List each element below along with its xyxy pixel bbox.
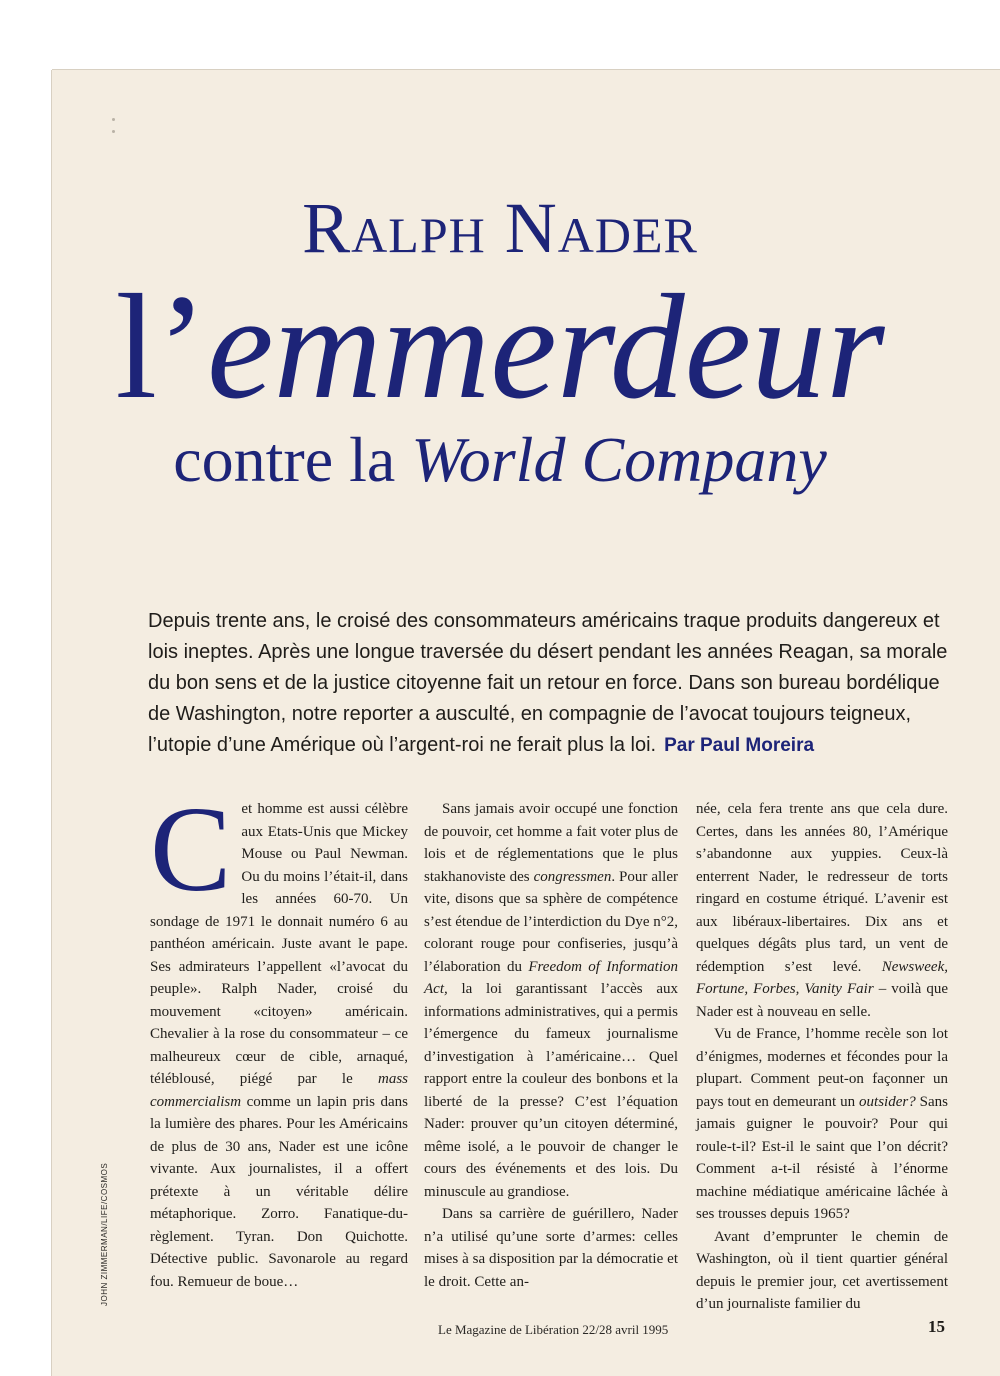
col1-text-a: et homme est aussi célèbre aux Etats-Unis que Mickey Mouse ou Paul Newman. Ou du moins l’était-il, dans les années 60-70. Un sondage de 1971 le donnait numéro 6 au panthéon américain. Juste avant le pape. Ses admirateurs l’appellent «l’avocat du peuple». Ralph Nader, croisé du mouvement «citoyen» américain. Chevalier à la rose du consommateur – ce malheureux cœur de cible, arnaqué, téléblousé, piégé par le (150, 801, 408, 1087)
article-column-2 (424, 798, 678, 1293)
col3-italic-2: outsider? (859, 1093, 916, 1110)
headline-main-roman: l’ (115, 264, 208, 430)
byline: Par Paul Moreira (664, 735, 815, 756)
col2-text-c: la loi garantissant l’accès aux informations administratives, qui a permis l’émergence du fameux journalisme d’investigation à l’américaine… Quel rapport entre la couleur des bonbons et la liberté de la presse? C’est l’équation Nader: prouver qu’un citoyen déterminé, même isolé, a le pouvoir de changer le cours des événements et des lois. Du minuscule au grandiose. (424, 981, 678, 1200)
col1-text-b: comme un lapin pris dans la lumière des phares. Pour les Américains de plus de 30 ans, Nader est une icône vivante. Aux journalistes, il a offert prétexte à un véritable délire métaphorique. Zorro. Fanatique-du-règlement. Tyran. Don Quichotte. Détective public. Savonarole au regard fou. Remueur de boue… (150, 1093, 408, 1290)
col2-italic-2: Freedom of Information Act, (424, 958, 678, 997)
col3-text-c: Vu de France, l’homme recèle son lot d’énigmes, modernes et fécondes pour la plupart. Comment peut-on façonner un pays tout en demeurant un (696, 1026, 948, 1110)
col2-text-a: Sans jamais avoir occupé une fonction de pouvoir, cet homme a fait voter plus de lois et de réglementations que le plus stakhanoviste des (424, 801, 678, 885)
headline-name: Ralph Nader (302, 188, 698, 268)
col3-text-b: – voilà que Nader est à nouveau en selle. (696, 981, 949, 1020)
col3-text-d: Sans jamais guigner le pouvoir? Pour qui roule-t-il? Est-il le saint que l’on décrit? Comment a-t-il résisté à l’énorme machine médiatique américaine lâchée à ses trousses depuis 1965? (696, 1093, 948, 1222)
headline-sub-italic: World Company (411, 424, 827, 495)
headline-sub (0, 424, 1000, 496)
staple-marks (112, 118, 118, 148)
col1-italic: mass commercialism (150, 1071, 408, 1110)
col2-italic-1: congressmen (533, 868, 612, 885)
col2-text-b: . Pour aller vite, disons que sa sphère de compétence s’est étendue de l’interdiction du Dye n°2, colorant rouge pour confiseries, jusqu’à l’élaboration du (424, 868, 678, 975)
article-lead (148, 606, 948, 761)
article-column-1 (150, 782, 408, 1293)
headline-main-italic: emmerdeur (207, 264, 885, 430)
photo-credit: JOHN ZIMMERMAN/LIFE/COSMOS (100, 1162, 109, 1306)
drop-cap: C (150, 782, 232, 917)
col2-paragraph-2: Dans sa carrière de guérillero, Nader n’a utilisé qu’une sorte d’armes: celles mises à sa disposition par la démocratie et le droit. Cette an- (424, 1206, 678, 1290)
page-number: 15 (928, 1317, 945, 1336)
footer-magazine: Le Magazine de Libération 22/28 avril 1995 (438, 1322, 669, 1337)
headline-sub-roman: contre la (173, 424, 412, 495)
col3-text-a: née, cela fera trente ans que cela dure. Certes, dans les années 80, l’Amérique s’abandonne aux yuppies. Ceux-là enterrent Nader, le redresseur de torts ringard en costume étriqué. L’avenir est aux libéraux-libertaires. Dix ans et quelques dégâts plus tard, un vent de rédemption s’est levé. (696, 801, 948, 975)
headline-main (0, 264, 1000, 430)
article-column-3 (696, 798, 948, 1316)
col3-italic-1: Newsweek, Fortune, Forbes, Vanity Fair (696, 958, 948, 997)
lead-text: Depuis trente ans, le croisé des consommateurs américains traque produits dangereux et lois ineptes. Après une longue traversée du désert pendant les années Reagan, sa morale du bon sens et de la justice citoyenne fait un retour en force. Dans son bureau bordélique de Washington, notre reporter a ausculté, en compagnie de l’avocat toujours teigneux, l’utopie d’une Amérique où l’argent-roi ne ferait plus la loi. (148, 610, 948, 756)
col3-paragraph-3: Avant d’emprunter le chemin de Washington, où il tient quartier général depuis le premier jour, cet avertissement d’un journaliste familier du (696, 1228, 948, 1312)
